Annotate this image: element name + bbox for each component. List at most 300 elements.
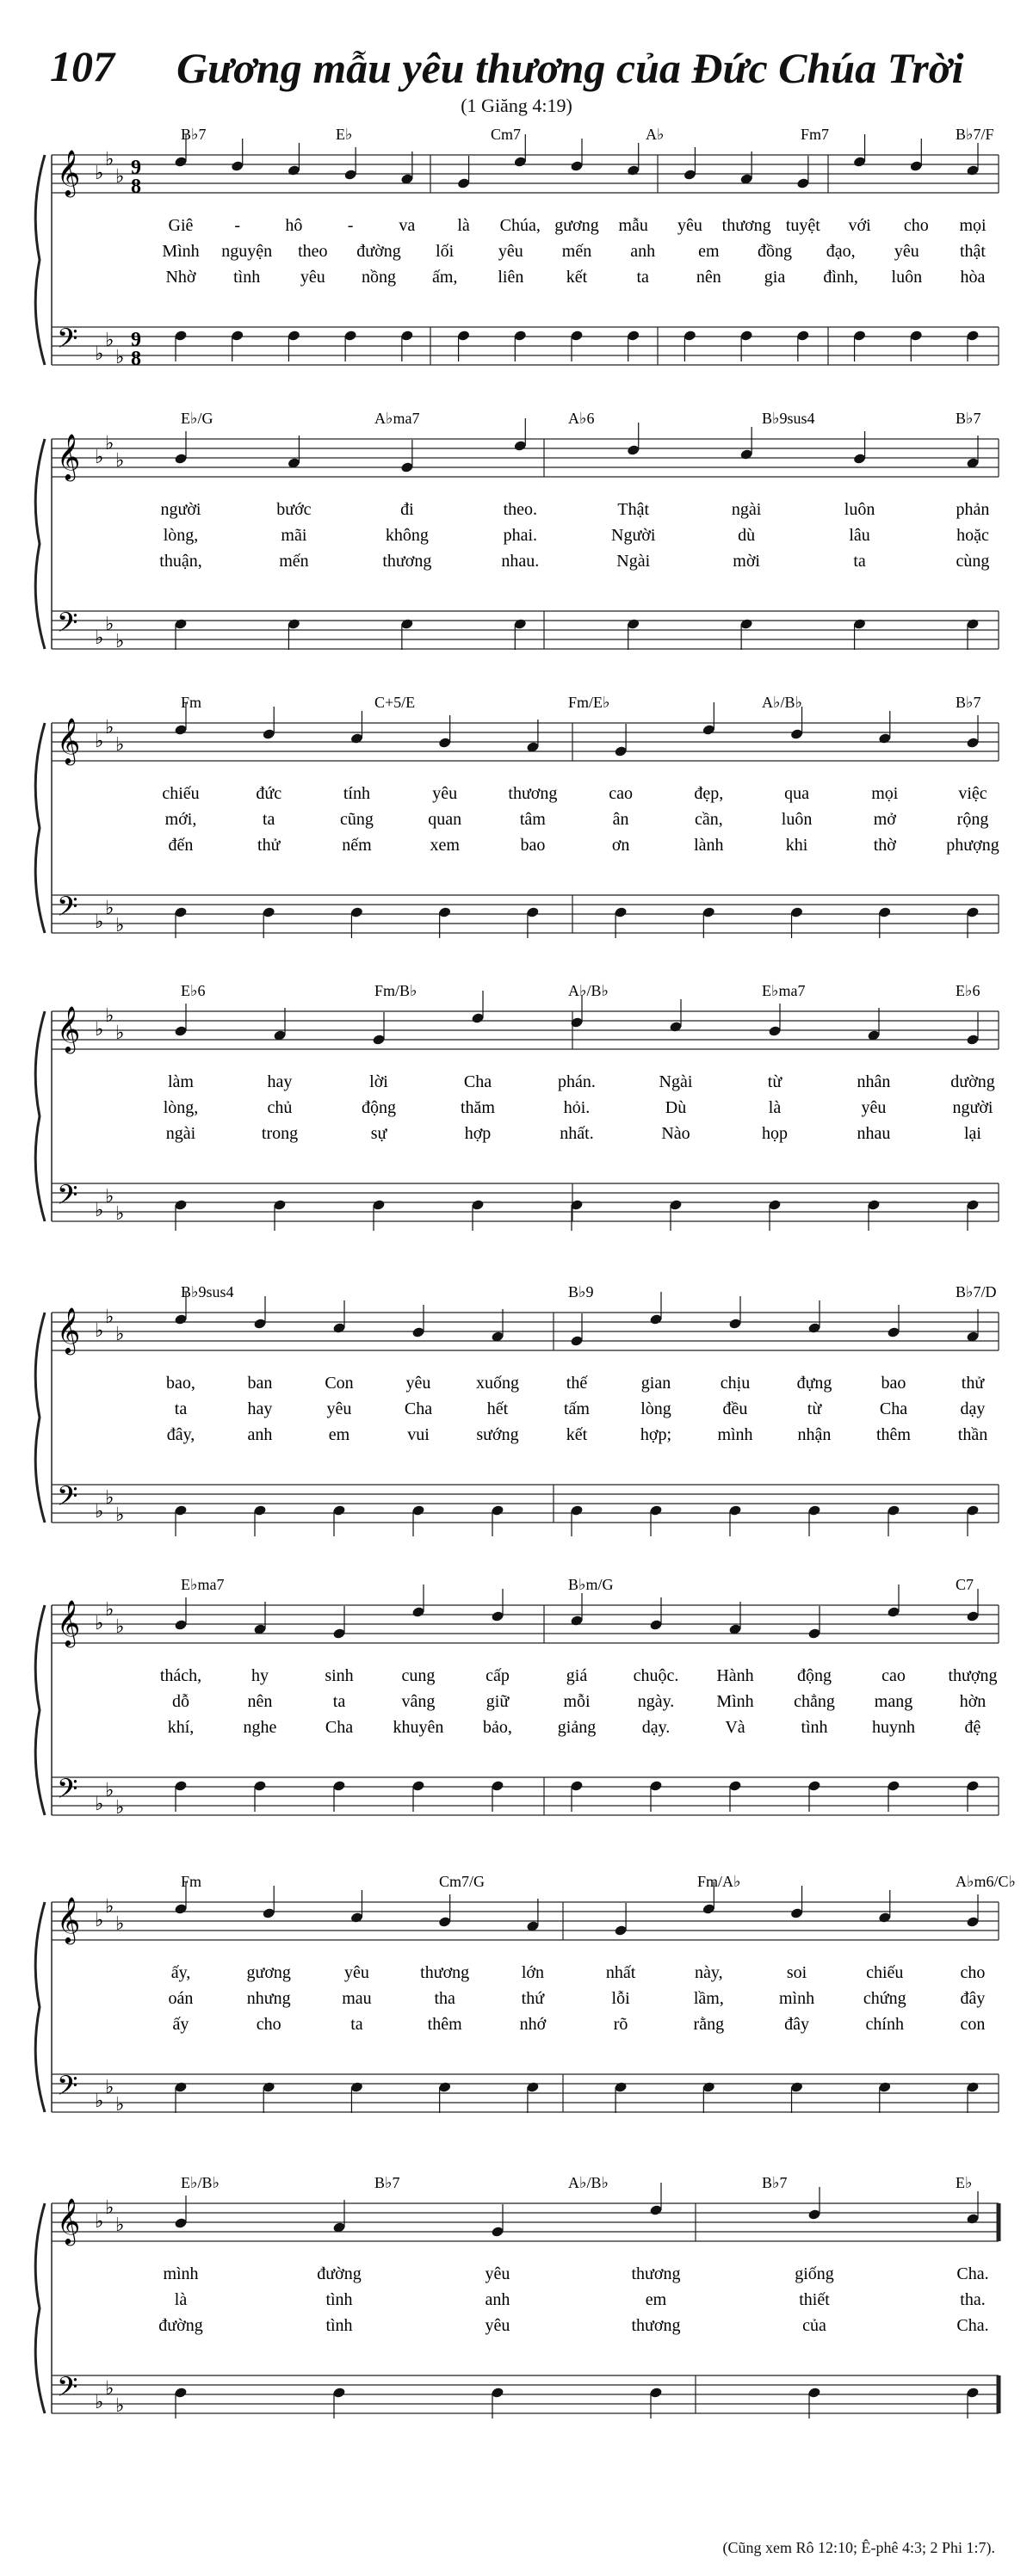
flat-icon: ♭ — [115, 2214, 125, 2235]
lyric-syllable: đồng — [758, 242, 792, 261]
lyric-syllable: Cha — [463, 1072, 492, 1091]
lyric-syllable: giá — [566, 1666, 588, 1685]
chord-symbol: B♭7 — [956, 694, 981, 711]
lyric-syllable: em — [645, 2290, 667, 2309]
lyric-syllable: oán — [168, 1989, 194, 2008]
lyric-syllable: con — [960, 2015, 986, 2034]
lyric-syllable: xuống — [476, 1374, 519, 1393]
lyric-syllable: chứng — [863, 1989, 906, 2008]
lyric-syllable: hết — [486, 1399, 509, 1418]
lyric-syllable: soi — [786, 1963, 807, 1982]
lyric-syllable: trong — [261, 1124, 299, 1143]
brace-icon — [35, 1011, 45, 1221]
lyric-syllable: yêu — [894, 242, 919, 261]
lyric-syllable: dạy. — [641, 1718, 671, 1737]
lyric-syllable: tha. — [960, 2290, 986, 2309]
lyric-syllable: thứ — [521, 1989, 545, 2008]
lyric-syllable: gương — [554, 216, 599, 235]
lyric-syllable: Dù — [665, 1098, 687, 1117]
lyric-syllable: tuyệt — [785, 216, 820, 235]
lyric-syllable: yêu — [405, 1374, 431, 1393]
scripture-reference: (1 Giăng 4:19) — [461, 95, 572, 116]
lyric-syllable: đẹp, — [694, 784, 724, 803]
bass-staff — [52, 1485, 999, 1523]
lyric-syllable: ơn — [611, 836, 630, 855]
lyric-syllable: va — [399, 216, 416, 235]
lyric-syllable: lời — [369, 1072, 388, 1091]
flat-icon: ♭ — [105, 716, 114, 738]
lyric-syllable: Thật — [617, 500, 650, 519]
lyric-syllable: việc — [958, 784, 987, 803]
flat-icon: ♭ — [115, 2093, 125, 2115]
lyric-syllable: Nào — [661, 1124, 690, 1143]
treble-clef-icon: 𝄞 — [57, 435, 81, 479]
system-5 — [0, 1278, 1033, 1562]
flat-icon: ♭ — [105, 432, 114, 454]
lyric-syllable: phai. — [503, 526, 538, 545]
bass-staff — [52, 2074, 999, 2112]
lyric-syllable: yêu — [326, 1399, 352, 1418]
flat-icon: ♭ — [95, 1909, 104, 1930]
lyric-syllable: xem — [430, 836, 460, 855]
chord-symbol: C7 — [956, 1576, 974, 1593]
lyric-syllable: hợp; — [640, 1425, 672, 1444]
lyric-syllable: tha — [434, 1989, 455, 2008]
chord-symbol: B♭7 — [374, 2174, 400, 2191]
lyric-syllable: tình — [325, 2316, 353, 2335]
lyric-syllable: hoặc — [956, 526, 989, 545]
chord-symbol: E♭ — [336, 126, 353, 143]
lyric-syllable: mọi — [871, 784, 899, 803]
lyric-syllable: kết — [566, 268, 588, 287]
lyric-syllable: vâng — [401, 1692, 436, 1711]
flat-icon: ♭ — [95, 2391, 104, 2412]
flat-icon: ♭ — [115, 733, 125, 755]
flat-icon: ♭ — [95, 162, 104, 183]
lyric-syllable: bao, — [166, 1374, 195, 1393]
flat-icon: ♭ — [115, 449, 125, 471]
time-sig-bottom: 8 — [131, 176, 141, 198]
lyric-syllable: mới, — [164, 810, 197, 829]
flat-icon: ♭ — [105, 1486, 114, 1508]
system-4 — [0, 977, 1033, 1261]
chord-symbol: B♭7/F — [956, 126, 994, 143]
flat-icon: ♭ — [95, 1500, 104, 1522]
system-2 — [0, 405, 1033, 689]
lyric-syllable: mau — [342, 1989, 372, 2008]
chord-symbol: B♭7 — [762, 2174, 788, 2191]
lyric-syllable: lối — [436, 242, 455, 261]
lyric-syllable: Cha — [404, 1399, 433, 1418]
lyric-syllable: ban — [247, 1374, 273, 1393]
lyric-syllable: anh — [630, 242, 656, 261]
lyric-syllable: là — [457, 216, 470, 235]
bass-clef-icon: 𝄢 — [57, 1775, 78, 1811]
chord-symbol: E♭6 — [956, 982, 980, 999]
time-sig-top: 9 — [131, 329, 141, 351]
lyric-syllable: dạy — [960, 1399, 986, 1418]
flat-icon: ♭ — [105, 2196, 114, 2218]
lyric-syllable: mọi — [959, 216, 987, 235]
hymn-number: 107 — [50, 42, 114, 90]
lyric-syllable: thờ — [873, 836, 896, 855]
lyric-syllable: chịu — [720, 1374, 751, 1393]
system-8 — [0, 2169, 1033, 2453]
flat-icon: ♭ — [105, 1895, 114, 1917]
lyric-syllable: Ngài — [616, 552, 651, 571]
lyric-syllable: cần, — [694, 810, 723, 829]
lyric-syllable: khí, — [167, 1718, 195, 1737]
lyric-syllable: tính — [343, 784, 371, 803]
lyric-syllable: động — [362, 1098, 396, 1117]
flat-icon: ♭ — [95, 627, 104, 648]
lyric-syllable: cung — [401, 1666, 436, 1685]
lyric-syllable: dường — [950, 1072, 995, 1091]
lyric-syllable: hô — [285, 216, 303, 235]
lyric-syllable: yêu — [432, 784, 458, 803]
lyric-syllable: bảo, — [483, 1718, 512, 1737]
lyric-syllable: là — [768, 1098, 782, 1117]
lyric-syllable: này, — [695, 1963, 723, 1982]
lyric-syllable: bước — [276, 500, 312, 519]
flat-icon: ♭ — [115, 1022, 125, 1043]
brace-icon — [35, 155, 45, 365]
lyric-syllable: đây, — [166, 1425, 195, 1444]
chord-symbol: E♭/G — [181, 410, 213, 427]
lyric-syllable: khi — [785, 836, 808, 855]
flat-icon: ♭ — [105, 2076, 114, 2097]
flat-icon: ♭ — [95, 343, 104, 364]
lyric-syllable: giống — [795, 2264, 834, 2283]
lyric-syllable: thương — [721, 216, 771, 235]
lyric-syllable: thương — [631, 2316, 681, 2335]
flat-icon: ♭ — [105, 1306, 114, 1327]
treble-clef-icon: 𝄞 — [57, 1308, 81, 1352]
lyric-syllable: bao — [881, 1374, 906, 1393]
lyric-syllable: đây — [784, 2015, 810, 2034]
lyric-syllable: Cha — [879, 1399, 908, 1418]
flat-icon: ♭ — [105, 148, 114, 170]
lyric-syllable: em — [698, 242, 720, 261]
system-3 — [0, 689, 1033, 973]
lyric-syllable: đựng — [796, 1374, 832, 1393]
lyric-syllable: thử — [257, 836, 281, 855]
flat-icon: ♭ — [95, 2210, 104, 2232]
lyric-syllable: nhất. — [560, 1124, 594, 1143]
lyric-syllable: dù — [738, 526, 756, 545]
lyric-syllable: ân — [612, 810, 629, 829]
brace-icon — [35, 2203, 45, 2413]
flat-icon: ♭ — [115, 914, 125, 936]
bass-staff — [52, 1777, 999, 1815]
lyric-syllable: lòng, — [163, 526, 199, 545]
chord-symbol: A♭ — [646, 126, 665, 143]
lyric-syllable: cho — [903, 216, 929, 235]
lyric-syllable: mến — [561, 242, 592, 261]
lyric-syllable: thêm — [427, 2015, 462, 2034]
system-6 — [0, 1571, 1033, 1855]
lyric-syllable: không — [385, 526, 429, 545]
lyric-syllable: họp — [762, 1124, 788, 1143]
flat-icon: ♭ — [105, 1779, 114, 1801]
chord-symbol: E♭ — [956, 2174, 973, 2191]
lyric-syllable: hay — [247, 1399, 273, 1418]
lyric-syllable: ta — [636, 268, 649, 287]
lyric-syllable: thật — [960, 242, 986, 261]
lyric-syllable: Mình — [162, 242, 200, 261]
bass-clef-icon: 𝄢 — [57, 2072, 78, 2108]
lyric-syllable: người — [160, 500, 201, 519]
lyric-syllable: đệ — [964, 1718, 981, 1737]
lyric-syllable: ta — [174, 1399, 188, 1418]
lyric-syllable: hay — [267, 1072, 293, 1091]
brace-icon — [35, 723, 45, 933]
lyric-syllable: người — [952, 1098, 993, 1117]
flat-icon: ♭ — [105, 2377, 114, 2399]
lyric-syllable: đình, — [823, 268, 858, 287]
chord-symbol: C+5/E — [374, 694, 416, 711]
lyric-syllable: đều — [722, 1399, 748, 1418]
lyric-syllable: hỏi. — [563, 1098, 591, 1117]
treble-staff — [52, 723, 999, 761]
bass-staff — [52, 611, 999, 649]
lyric-syllable: nên — [247, 1692, 273, 1711]
lyric-syllable: ta — [350, 2015, 363, 2034]
flat-icon: ♭ — [105, 897, 114, 918]
chord-symbol: E♭ma7 — [181, 1576, 225, 1593]
lyric-syllable: Giê — [168, 216, 194, 235]
chord-symbol: B♭7 — [956, 410, 981, 427]
lyric-syllable: thương — [420, 1963, 470, 1982]
lyric-syllable: hợp — [464, 1124, 492, 1143]
flat-icon: ♭ — [115, 165, 125, 187]
chord-symbol: B♭7 — [181, 126, 207, 143]
lyric-syllable: - — [234, 216, 241, 235]
lyric-syllable: chiếu — [162, 784, 200, 803]
lyric-syllable: thế — [566, 1374, 588, 1393]
bass-clef-icon: 𝄢 — [57, 1181, 78, 1217]
brace-icon — [35, 1605, 45, 1815]
lyric-syllable: đi — [400, 500, 414, 519]
lyric-syllable: quan — [428, 810, 462, 829]
lyric-syllable: với — [848, 216, 871, 235]
lyric-syllable: yêu — [677, 216, 702, 235]
treble-staff — [52, 1605, 999, 1643]
bass-staff — [52, 895, 999, 933]
lyric-syllable: huynh — [872, 1718, 915, 1737]
chord-symbol: B♭9 — [568, 1283, 594, 1300]
flat-icon: ♭ — [95, 730, 104, 751]
lyric-syllable: tâm — [519, 810, 546, 829]
chord-symbol: Fm/B♭ — [374, 982, 418, 999]
lyric-syllable: nhưng — [246, 1989, 291, 2008]
lyric-syllable: dỗ — [172, 1692, 189, 1711]
lyric-syllable: ấy, — [170, 1963, 191, 1982]
treble-staff — [52, 1902, 999, 1940]
flat-icon: ♭ — [115, 346, 125, 368]
lyric-syllable: thăm — [461, 1098, 495, 1117]
chord-symbol: Cm7 — [491, 126, 522, 143]
flat-icon: ♭ — [105, 1598, 114, 1620]
lyric-syllable: yêu — [343, 1963, 369, 1982]
lyric-syllable: lớn — [521, 1963, 544, 1982]
bass-staff — [52, 2375, 999, 2413]
treble-clef-icon: 𝄞 — [57, 151, 81, 195]
lyric-syllable: nhất — [605, 1963, 636, 1982]
lyric-syllable: lòng — [640, 1399, 671, 1418]
chord-symbol: A♭/B♭ — [568, 982, 609, 999]
treble-staff — [52, 2203, 999, 2241]
system-1 — [0, 120, 1033, 405]
hymn-title: Gương mẫu yêu thương của Đức Chúa Trời — [176, 44, 964, 92]
brace-icon — [35, 439, 45, 649]
lyric-syllable: sướng — [476, 1425, 519, 1444]
lyric-syllable: yêu — [861, 1098, 887, 1117]
lyric-syllable: thuận, — [159, 552, 202, 571]
flat-icon: ♭ — [115, 1615, 125, 1637]
lyric-syllable: thượng — [948, 1666, 998, 1685]
flat-icon: ♭ — [105, 1004, 114, 1026]
lyric-syllable: Hành — [716, 1666, 754, 1685]
lyric-syllable: luôn — [891, 268, 923, 287]
lyric-syllable: nên — [696, 268, 721, 287]
flat-icon: ♭ — [95, 2090, 104, 2111]
lyric-syllable: Và — [725, 1718, 745, 1737]
lyric-syllable: em — [328, 1425, 350, 1444]
lyric-syllable: đường — [317, 2264, 362, 2283]
chord-symbol: Fm7 — [801, 126, 830, 143]
lyric-syllable: ta — [263, 810, 275, 829]
lyric-syllable: cho — [960, 1963, 986, 1982]
lyric-syllable: vui — [407, 1425, 430, 1444]
lyric-syllable: mời — [733, 552, 760, 571]
lyric-syllable: cao — [609, 784, 633, 803]
lyric-syllable: cho — [256, 2015, 281, 2034]
lyric-syllable: là — [174, 2290, 188, 2309]
lyric-syllable: cũng — [339, 810, 374, 829]
lyric-syllable: đến — [168, 836, 194, 855]
bass-clef-icon: 𝄢 — [57, 2373, 78, 2409]
lyric-syllable: Cha. — [956, 2316, 989, 2335]
lyric-syllable: rằng — [693, 2015, 725, 2034]
treble-clef-icon: 𝄞 — [57, 1601, 81, 1645]
lyric-syllable: nhân — [857, 1072, 891, 1091]
chord-symbol: A♭/B♭ — [762, 694, 802, 711]
bass-clef-icon: 𝄢 — [57, 1482, 78, 1518]
lyric-syllable: theo. — [503, 500, 538, 519]
flat-icon: ♭ — [95, 1199, 104, 1220]
flat-icon: ♭ — [95, 1612, 104, 1634]
lyric-syllable: động — [797, 1666, 832, 1685]
lyric-syllable: chẳng — [794, 1692, 835, 1711]
lyric-syllable: kết — [566, 1425, 588, 1444]
lyric-syllable: Cha. — [956, 2264, 989, 2283]
lyric-syllable: thiết — [799, 2290, 830, 2309]
lyric-syllable: sự — [370, 1124, 387, 1143]
lyric-syllable: mãi — [281, 526, 307, 545]
brace-icon — [35, 1313, 45, 1523]
lyric-syllable: khuyên — [393, 1718, 444, 1737]
lyric-syllable: nếm — [342, 836, 372, 855]
lyric-syllable: Cha — [325, 1718, 354, 1737]
lyric-syllable: lỗi — [611, 1989, 630, 2008]
flat-icon: ♭ — [115, 630, 125, 652]
lyric-syllable: ngài — [731, 500, 762, 519]
flat-icon: ♭ — [115, 1323, 125, 1344]
lyric-syllable: tình — [801, 1718, 828, 1737]
chord-symbol: B♭9sus4 — [181, 1283, 234, 1300]
lyric-syllable: thử — [961, 1374, 985, 1393]
chord-symbol: B♭9sus4 — [762, 410, 815, 427]
lyric-syllable: luôn — [781, 810, 813, 829]
lyric-syllable: phượng — [946, 836, 999, 855]
lyric-syllable: thương — [508, 784, 558, 803]
lyric-syllable: theo — [298, 242, 328, 261]
lyric-syllable: thương — [382, 552, 432, 571]
lyric-syllable: mình — [778, 1989, 815, 2008]
treble-staff — [52, 1313, 999, 1350]
lyric-syllable: ngày. — [637, 1692, 675, 1711]
lyric-syllable: làm — [168, 1072, 194, 1091]
lyric-syllable: đường — [356, 242, 401, 261]
lyric-syllable: phản — [956, 500, 990, 519]
lyric-syllable: ấm, — [431, 268, 458, 287]
lyric-syllable: gia — [764, 268, 786, 287]
chord-symbol: B♭m/G — [568, 1576, 614, 1593]
lyric-syllable: Con — [325, 1374, 354, 1393]
lyric-syllable: ấy — [172, 2015, 189, 2034]
lyric-syllable: cấp — [486, 1666, 510, 1685]
lyric-syllable: ta — [853, 552, 866, 571]
lyric-syllable: lại — [964, 1124, 981, 1143]
lyric-syllable: nghe — [243, 1718, 277, 1737]
lyric-syllable: đạo, — [826, 242, 856, 261]
flat-icon: ♭ — [115, 2394, 125, 2416]
lyric-syllable: qua — [784, 784, 810, 803]
treble-clef-icon: 𝄞 — [57, 2199, 81, 2243]
lyric-syllable: lành — [694, 836, 724, 855]
lyric-syllable: thêm — [876, 1425, 911, 1444]
chord-symbol: Cm7/G — [439, 1873, 486, 1890]
lyric-syllable: cao — [881, 1666, 906, 1685]
lyric-syllable: giảng — [557, 1718, 597, 1737]
lyric-syllable: thách, — [159, 1666, 202, 1685]
lyric-syllable: liên — [498, 268, 524, 287]
lyric-syllable: nguyện — [221, 242, 273, 261]
lyric-syllable: từ — [767, 1072, 782, 1091]
lyric-syllable: tấm — [564, 1399, 590, 1418]
chord-symbol: Fm/E♭ — [568, 694, 610, 711]
time-sig-top: 9 — [131, 157, 141, 179]
bass-clef-icon: 𝄢 — [57, 608, 78, 645]
lyric-syllable: chính — [865, 2015, 904, 2034]
flat-icon: ♭ — [95, 1018, 104, 1040]
bass-clef-icon: 𝄢 — [57, 893, 78, 929]
lyric-syllable: - — [347, 216, 354, 235]
chord-symbol: A♭m6/C♭ — [956, 1873, 1016, 1890]
time-sig-bottom: 8 — [131, 348, 141, 370]
flat-icon: ♭ — [115, 1912, 125, 1934]
lyric-syllable: phán. — [558, 1072, 596, 1091]
chord-symbol: E♭ma7 — [762, 982, 806, 999]
lyric-syllable: của — [802, 2316, 826, 2335]
flat-icon: ♭ — [105, 329, 114, 350]
lyric-syllable: nồng — [362, 268, 396, 287]
lyric-syllable: luôn — [844, 500, 875, 519]
lyric-syllable: mến — [279, 552, 309, 571]
lyric-syllable: yêu — [498, 242, 523, 261]
lyric-syllable: mẫu — [618, 216, 648, 235]
